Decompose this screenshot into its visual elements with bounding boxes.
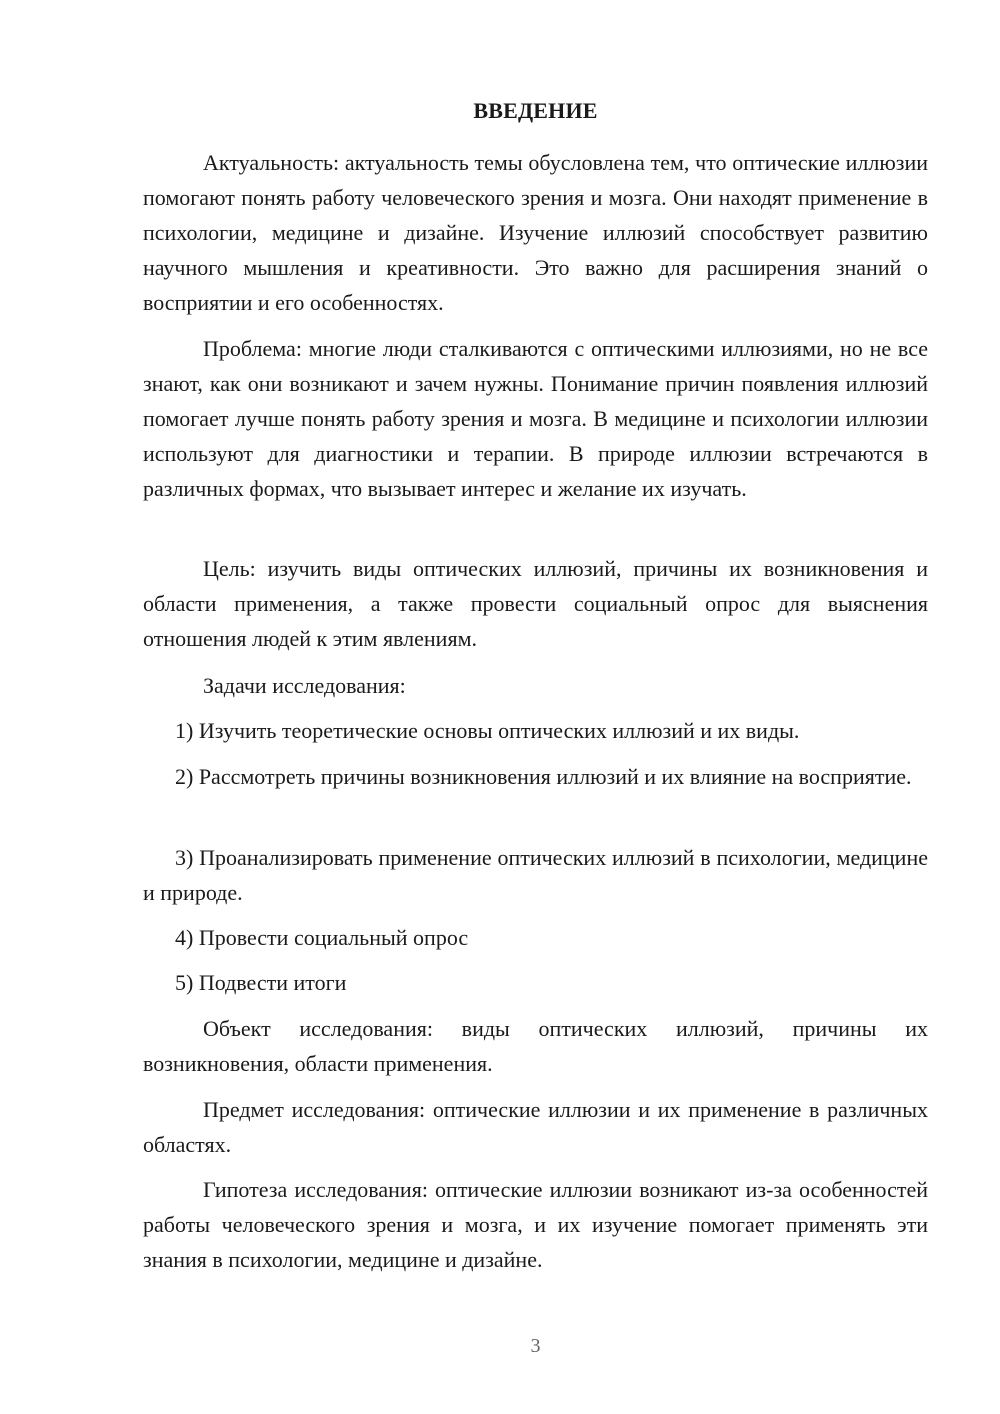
task-item-3: 3) Проанализировать применение оптических иллюзий в психологии, медицине и природе.	[143, 845, 928, 905]
goal-paragraph: Цель: изучить виды оптических иллюзий, причины их возникновения и области применения, а также провести социальный опрос для выяснения отношения людей к этим явлениям.	[143, 556, 928, 651]
hypothesis-paragraph: Гипотеза исследования: оптические иллюзии возникают из-за особенностей работы человеческого зрения и мозга, и их изучение помогает применять эти знания в психологии, медицине и дизайне.	[143, 1177, 928, 1272]
task-item-4: 4) Провести социальный опрос	[175, 925, 469, 950]
page-number: 3	[530, 1335, 541, 1357]
relevance-paragraph: Актуальность: актуальность темы обусловлена тем, что оптические иллюзии помогают понять работу человеческого зрения и мозга. Они находят применение в психологии, медицине и дизайне. Изучение иллюзий способствует развитию научного мышления и креативности. Это важно для расширения знаний о восприятии и его особенностях.	[143, 150, 928, 315]
subject-paragraph: Предмет исследования: оптические иллюзии и их применение в различных областях.	[143, 1097, 928, 1157]
section-title: ВВЕДЕНИЕ	[473, 98, 598, 123]
task-item-2: 2) Рассмотреть причины возникновения иллюзий и их влияние на восприятие.	[175, 764, 912, 789]
problem-paragraph: Проблема: многие люди сталкиваются с оптическими иллюзиями, но не все знают, как они возникают и зачем нужны. Понимание причин появления иллюзий помогает лучше понять работу зрения и мозга. В медицине и психологии иллюзии используют для диагностики и терапии. В природе иллюзии встречаются в различных формах, что вызывает интерес и желание их изучать.	[143, 336, 928, 501]
task-item-1: 1) Изучить теоретические основы оптических иллюзий и их виды.	[175, 718, 800, 743]
task-item-5: 5) Подвести итоги	[175, 970, 347, 995]
object-paragraph: Объект исследования: виды оптических иллюзий, причины их возникновения, области применения.	[143, 1016, 928, 1076]
tasks-heading: Задачи исследования:	[203, 673, 406, 698]
